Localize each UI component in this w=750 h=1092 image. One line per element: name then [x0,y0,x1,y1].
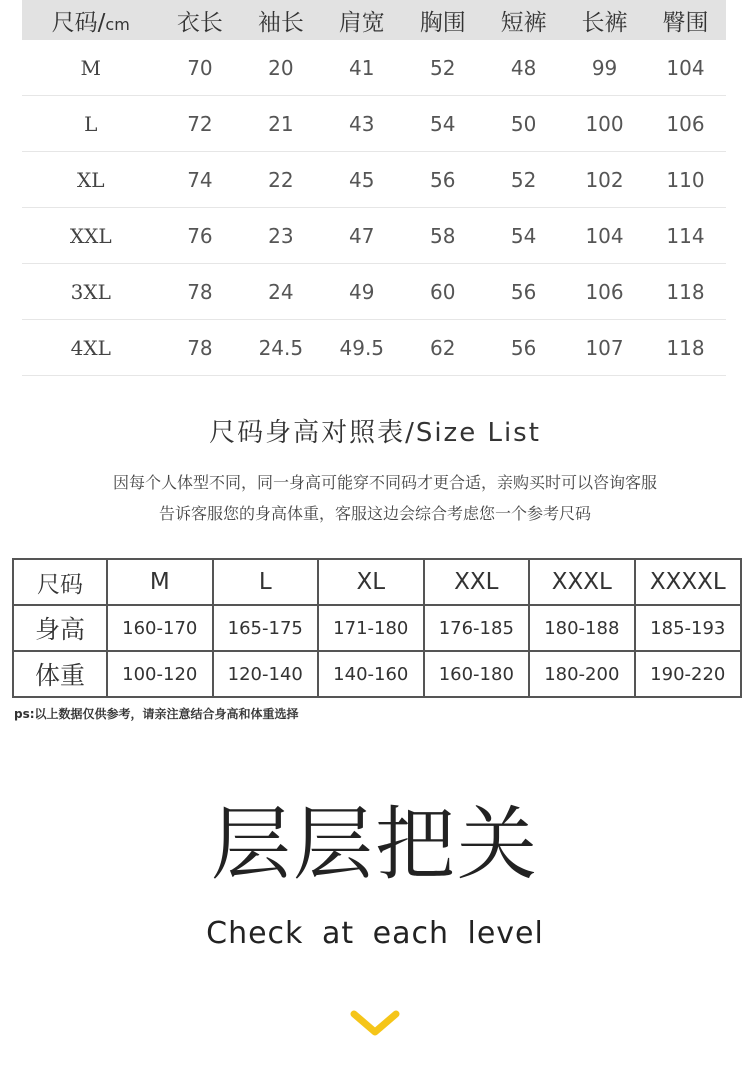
table-cell: 24.5 [240,320,321,376]
table-cell: 120-140 [213,651,319,697]
size-cell: M [22,40,159,96]
table-cell: 78 [159,264,240,320]
column-header-sleeve: 袖长 [240,0,321,40]
table-row [22,208,726,264]
table-cell: 118 [645,264,726,320]
table-cell: 21 [240,96,321,152]
table-cell: 190-220 [635,651,741,697]
ps-note: ps:以上数据仅供参考，请亲注意结合身高和体重选择 [14,707,299,721]
table-cell: 160-170 [107,605,213,651]
table-cell: 62 [402,320,483,376]
column-header-length: 衣长 [159,0,240,40]
table-cell: 160-180 [424,651,530,697]
table-cell: 78 [159,320,240,376]
table-cell: 70 [159,40,240,96]
table-cell: 56 [483,320,564,376]
banner-subtitle: Check at each level [206,916,544,951]
table-cell: 50 [483,96,564,152]
table-cell: XXXXL [635,559,741,605]
table-cell: 165-175 [213,605,319,651]
table-cell: 41 [321,40,402,96]
column-header-shorts: 短裤 [483,0,564,40]
table-cell: 107 [564,320,645,376]
hw-height-row [13,605,741,651]
table-cell: 56 [402,152,483,208]
size-cell: 3XL [22,264,159,320]
table-cell: 20 [240,40,321,96]
section-title: 尺码身高对照表/Size List [209,418,541,448]
table-cell: 104 [645,40,726,96]
table-cell: 23 [240,208,321,264]
size-chart-table [22,0,726,376]
hw-size-row [13,559,741,605]
table-cell: 76 [159,208,240,264]
table-cell: XXXL [529,559,635,605]
table-cell: 49 [321,264,402,320]
size-cell: XXL [22,208,159,264]
row-header-weight: 体重 [13,651,107,697]
table-cell: 185-193 [635,605,741,651]
table-row [22,152,726,208]
size-chart-header-row [22,0,726,40]
table-cell: 74 [159,152,240,208]
table-cell: 171-180 [318,605,424,651]
size-cell: L [22,96,159,152]
table-row [22,320,726,376]
table-cell: 56 [483,264,564,320]
table-cell: 106 [564,264,645,320]
table-cell: 176-185 [424,605,530,651]
table-cell: 100 [564,96,645,152]
table-cell: L [213,559,319,605]
table-cell: 118 [645,320,726,376]
size-cell: 4XL [22,320,159,376]
table-cell: 110 [645,152,726,208]
table-cell: 99 [564,40,645,96]
table-cell: XXL [424,559,530,605]
table-cell: XL [318,559,424,605]
chevron-down-icon [350,1008,400,1038]
table-cell: 45 [321,152,402,208]
table-row [22,96,726,152]
banner-title: 层层把关 [211,798,539,891]
column-header-trousers: 长裤 [564,0,645,40]
table-cell: 54 [402,96,483,152]
table-cell: 54 [483,208,564,264]
table-row [22,264,726,320]
table-cell: M [107,559,213,605]
table-cell: 48 [483,40,564,96]
row-header-height: 身高 [13,605,107,651]
table-cell: 104 [564,208,645,264]
table-cell: 52 [402,40,483,96]
table-cell: 180-188 [529,605,635,651]
hw-weight-row [13,651,741,697]
column-header-shoulder: 肩宽 [321,0,402,40]
size-cell: XL [22,152,159,208]
column-header-chest: 胸围 [402,0,483,40]
size-column-header: 尺码/cm [22,0,159,40]
table-cell: 58 [402,208,483,264]
advice-note-line2: 告诉客服您的身高体重，客服这边会综合考虑您一个参考尺码 [158,504,591,523]
table-cell: 102 [564,152,645,208]
table-cell: 60 [402,264,483,320]
table-cell: 49.5 [321,320,402,376]
table-cell: 52 [483,152,564,208]
table-row [22,40,726,96]
column-header-hip: 臀围 [645,0,726,40]
table-cell: 106 [645,96,726,152]
table-cell: 43 [321,96,402,152]
height-weight-table [12,558,742,698]
advice-note-line1: 因每个人体型不同，同一身高可能穿不同码才更合适，亲购买时可以咨询客服 [112,473,657,492]
table-cell: 47 [321,208,402,264]
table-cell: 24 [240,264,321,320]
table-cell: 140-160 [318,651,424,697]
table-cell: 22 [240,152,321,208]
table-cell: 72 [159,96,240,152]
table-cell: 114 [645,208,726,264]
table-cell: 100-120 [107,651,213,697]
table-cell: 180-200 [529,651,635,697]
row-header-size: 尺码 [13,559,107,605]
